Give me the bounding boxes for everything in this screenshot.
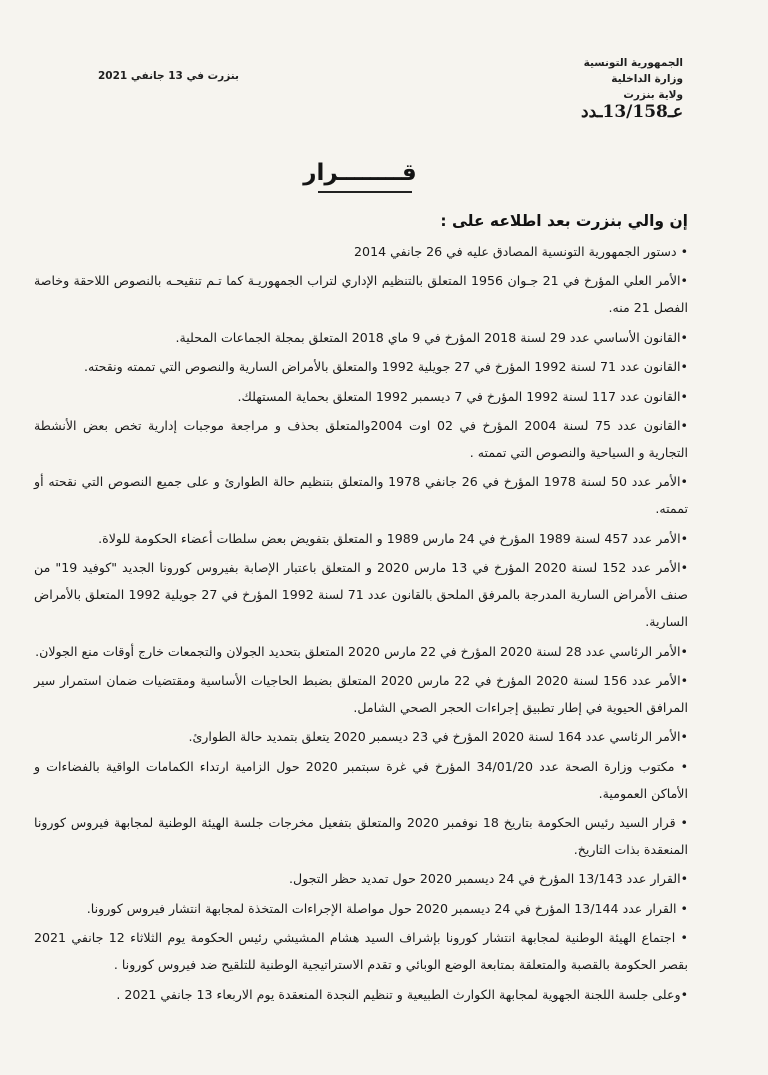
list-item: •القرار عدد 13/143 المؤرخ في 24 ديسمبر 2020 حول تمديد حظر التجول. (288, 871, 688, 887)
list-item: •الأمر الرئاسي عدد 164 لسنة 2020 المؤرخ في 23 ديسمبر 2020 يتعلق بتمديد حالة الطوارئ. (188, 729, 688, 745)
document-title: قــــــــرار (303, 160, 417, 186)
reference-number: عـ13/158ـدد (581, 102, 683, 122)
title-underline (318, 191, 412, 193)
list-item: •وعلى جلسة اللجنة الجهوية لمجابهة الكوارث الطبيعية و تنظيم النجدة المنعقدة يوم الاربعاء 13 جانفي 2021 . (116, 986, 688, 1002)
list-item: •الأمر عدد 156 لسنة 2020 المؤرخ في 22 مارس 2020 المتعلق بضبط الحاجيات الأساسية ومقتضيات ضمان استمرار سير المرافق الحيوية في إطار تطبيق إجراءات الحجر الصحي الشامل. (34, 672, 689, 715)
list-item: •الأمر عدد 50 لسنة 1978 المؤرخ في 26 جانفي 1978 والمتعلق بتنظيم حالة الطوارئ و على جميع النصوص التي نقحته أو تممته. (34, 474, 688, 517)
intro-line: إن والي بنزرت بعد اطلاعه على : (440, 212, 688, 230)
list-item: •الأمر عدد 152 لسنة 2020 المؤرخ في 13 مارس 2020 و المتعلق باعتبار الإصابة بفيروس كورونا الجديد "كوفيد 19" من صنف الأمراض السارية المدرجة بالمرفق الملحق بالقانون عدد 71 لسنة 1992 المؤرخ في 27 جويلية 1992 المتعلق بالأمراض السارية. (34, 560, 689, 630)
list-item: • مكتوب وزارة الصحة عدد 34/01/20 المؤرخ في غرة سبتمبر 2020 حول الزامية ارتداء الكمامات الواقية بالفضاءات و الأماكن العمومية. (34, 758, 688, 801)
list-item: •الأمر الرئاسي عدد 28 لسنة 2020 المؤرخ في 22 مارس 2020 المتعلق بتحديد الجولان والتجمعات خارج أوقات منع الجولان. (35, 643, 688, 659)
country-name: الجمهورية التونسية (583, 57, 683, 69)
ministry-name: وزارة الداخلية (611, 73, 683, 85)
list-item: • القرار عدد 13/144 المؤرخ في 24 ديسمبر 2020 حول مواصلة الإجراءات المتخذة لمجابهة انتشار فيروس كورونا. (86, 900, 688, 916)
list-item: •القانون الأساسي عدد 29 لسنة 2018 المؤرخ في 9 ماي 2018 المتعلق بمجلة الجماعات المحلية. (175, 329, 688, 345)
list-item: •الأمر عدد 457 لسنة 1989 المؤرخ في 24 مارس 1989 و المتعلق بتفويض بعض سلطات أعضاء الحكومة للولاة. (98, 530, 688, 546)
governorate-name: ولاية بنزرت (623, 89, 683, 101)
list-item: • قرار السيد رئيس الحكومة بتاريخ 18 نوفمبر 2020 والمتعلق بتفعيل مخرجات جلسة الهيئة الوطنية لمجابهة فيروس كورونا المنعقدة بذات التاريخ. (34, 815, 688, 858)
list-item: •الأمر العلي المؤرخ في 21 جـوان 1956 المتعلق بالتنظيم الإداري لتراب الجمهوريـة كما تـم تنقيحـه بالنصوص اللاحقة وخاصة الفصل 21 منه. (34, 273, 688, 316)
list-item: •القانون عدد 71 لسنة 1992 المؤرخ في 27 جويلية 1992 والمتعلق بالأمراض السارية والنصوص التي تممته ونقحته. (84, 359, 688, 375)
list-item: •القانون عدد 75 لسنة 2004 المؤرخ في 02 اوت 2004والمتعلق بحذف و مراجعة موجبات إدارية تخص بعض الأنشطة التجارية و السياحية والنصوص التي تممته . (34, 417, 688, 460)
list-item: •القانون عدد 117 لسنة 1992 المؤرخ في 7 ديسمبر 1992 المتعلق بحماية المستهلك. (237, 388, 688, 404)
list-item: • اجتماع الهيئة الوطنية لمجابهة انتشار كورونا بإشراف السيد هشام المشيشي رئيس الحكومة يوم الثلاثاء 12 جانفي 2021 بقصر الحكومة بالقصبة والمتعلقة بمتابعة الوضع الوبائي و تقدم الاستراتيجية الوطنية للتلقيح ضد فيروس كورونا . (34, 930, 688, 973)
letterhead (513, 55, 683, 103)
considerations-list (34, 238, 688, 1010)
document-date: بنزرت في 13 جانفي 2021 (98, 70, 239, 82)
list-item: • دستور الجمهورية التونسية المصادق عليه في 26 جانفي 2014 (354, 244, 688, 259)
